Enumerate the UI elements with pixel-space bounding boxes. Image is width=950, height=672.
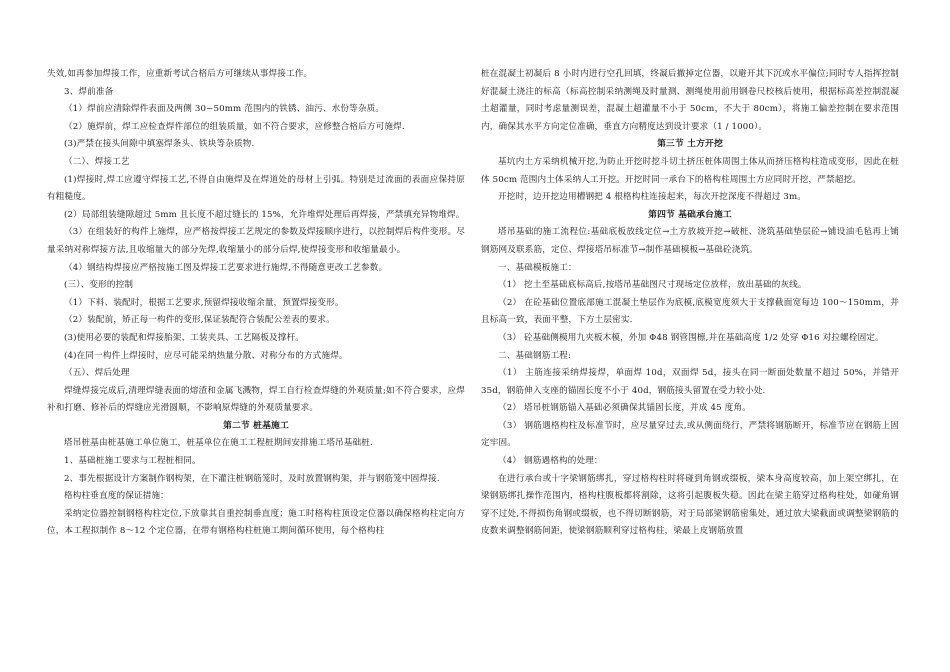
body-paragraph: （1） 主筋连接采纳焊接焊，单面焊 10d，双面焊 5d，接头在同一断面处数量不超过 50%，并错开 35d，钢筋伸入支座的锚固长度不小于 40d，钢筋接头留置在受力较小处.	[481, 368, 899, 396]
left-text-column	[47, 66, 465, 541]
body-paragraph: 在进行承台或十字梁钢筋绑扎，穿过格构柱时将碰到角钢或缀板，梁本身高度较高，加上架空绑扎，在梁钢筋绑扎操作范围内，格构柱腹板都将割除，这将引起腹板失稳。因此在梁主筋穿过格构柱处，如碰角钢穿不过处,不得损伤角钢或缀板，也不得切断钢筋，对于局部梁钢筋密集处，通过放大梁截面或调整梁钢筋的皮数来调整钢筋间距，使梁钢筋顺利穿过格构柱，梁最上皮钢筋放置	[481, 473, 899, 537]
body-paragraph: （2） 在砼基础位置底部施工混凝土垫层作为底模,底模宽度须大于支撑截面宽每边 100～150mm，并且标高一致，表面平整，下方土层密实.	[481, 297, 899, 326]
right-text-column	[481, 66, 899, 541]
body-paragraph: 塔吊基础的施工流程位:基础底板放线定位→土方放坡开挖→破桩、浇筑基础垫层砼→铺设油毛毡再上铺钢筋网及联系筋，定位、焊接塔吊标准节→制作基础模板→基础砼浇筑。	[481, 227, 899, 255]
body-paragraph: （2）装配前，矫正每一构件的变形,保证装配符合装配公差表的要求。	[64, 315, 335, 326]
body-paragraph: （4）钢结构焊接应严格按施工图及焊接工艺要求进行施焊,不得随意更改工艺参数。	[64, 262, 388, 273]
body-paragraph: 3、焊前准备	[64, 86, 114, 97]
body-paragraph: (4)在同一构件上焊接时，应尽可能采纳热量分散、对称分布的方式施焊。	[64, 350, 348, 361]
body-paragraph: (三）、变形的控制	[64, 280, 134, 291]
body-paragraph: 1、基础桩施工要求与工程桩相同。	[64, 456, 201, 467]
body-paragraph: (3)使用必要的装配和焊接胎架、工装夹具、工艺隔板及撑杆。	[64, 332, 304, 343]
body-paragraph: 二、基础钢筋工程:	[498, 350, 571, 361]
body-paragraph: （3） 钢筋遇格构柱及标准节时，应尽量穿过去,或从侧面绕行，严禁将钢筋断开，标准节应在钢筋上固定牢固。	[481, 420, 899, 449]
body-paragraph: （2） 塔吊桩钢筋锚入基础必须确保其锚固长度，并成 45 度角。	[498, 403, 751, 414]
body-paragraph: 失效,如再参加焊接工作，应重新考试合格后方可继续从事焊接工作。	[47, 69, 313, 79]
body-paragraph: （1） 挖土至基础底标高后,按塔吊基础图尺寸现场定位放样，放出基础的灰线。	[498, 280, 807, 291]
body-paragraph: (2）局部组装缝隙超过 5mm 且长度不超过缝长的 15%，允许堆焊处理后再焊接，严禁填充异物堆焊。	[64, 209, 465, 220]
body-paragraph: 格构柱垂直度的保证措施：	[64, 491, 169, 502]
body-paragraph: 塔吊桩基由桩基施工单位施工，桩基单位在施工工程桩期间安排施工塔吊基础桩.	[64, 438, 373, 449]
body-paragraph: 采纳定位器控制钢格构柱定位,下放靠其自重控制垂直度；施工时格构柱顶设定位器以确保格构柱定向方位，本工程拟制作 8～12 个定位器，在带有钢格构柱桩施工期间循环使用，每个格构柱	[47, 508, 465, 537]
body-paragraph: （1）下料、装配时，根据工艺要求,预留焊接收缩余量，预置焊接变形。	[64, 297, 344, 308]
section-heading: 第三节 土方开挖	[657, 139, 723, 150]
section-heading: 第四节 基础承台施工	[648, 209, 732, 220]
body-paragraph: (1)焊接时,焊工应遵守焊接工艺,不得自由施焊及在焊道处的母材上引弧。特别是过流面的表面应保持原有粗糙度。	[47, 174, 465, 203]
body-paragraph: （1）焊前应清除焊件表面及两侧 30~50mm 范围内的铁锈、油污、水份等杂质。	[64, 104, 385, 115]
body-paragraph: （二）、焊接工艺	[64, 156, 130, 167]
body-paragraph: (3)严禁在接头间隙中填塞焊条头、铁块等杂质物.	[64, 139, 255, 150]
body-paragraph: 一、基础模板施工：	[498, 262, 577, 273]
body-paragraph: 桩在混凝土初凝后 8 小时内进行空孔回填，终凝后撤掉定位器，以避开其下沉或水平偏位;同时专人指挥控制好混凝土浇注的标高（标高控制采纳测绳及时量测、测绳使用前用钢卷尺校核后使用，根据标高差控制混凝土超灌量，同时考虑量测误差，混凝土超灌量不小于 50cm，不大于 80cm），将施工偏差控制在要求范围内，确保其水平方向定位准确，垂直方向精度达到设计要求（1 / 1000）。	[481, 69, 899, 132]
body-paragraph: 开挖时，边开挖边用槽钢把 4 根格构柱连接起来，每次开挖深度不得超过 3m。	[498, 192, 806, 203]
body-paragraph: 2、事先根据设计方案制作钢构架，在下灌注桩钢筋笼时，及时放置钢构架，并与钢筋笼中固焊接.	[64, 473, 440, 484]
body-paragraph: （3）在组装好的构件上施焊，应严格按焊接工艺规定的参数及焊接顺序进行，以控制焊后构件变形。尽量采纳对称焊接方法,且收缩量大的部分先焊,收缩量小的部分后焊,使焊接变形和收缩量最小。	[47, 227, 465, 255]
body-paragraph: （五）、焊后处理	[64, 368, 130, 379]
section-heading: 第二节 桩基施工	[223, 420, 289, 431]
body-paragraph: （2）施焊前，焊工应检查焊件部位的组装质量，如不符合要求，应修整合格后方可施焊.	[64, 121, 405, 132]
body-paragraph: （3） 砼基础侧模用九夹板木模，外加 Φ48 钢管围檩,并在基础高度 1/2 处穿 Φ16 对拉螺栓固定。	[498, 332, 884, 343]
body-paragraph: （4） 钢筋遇格构的处理：	[498, 456, 603, 467]
body-paragraph: 焊缝焊接完成后,清理焊缝表面的熔渣和金属飞溅物，焊工自行检查焊缝的外观质量;如不符合要求，应焊补和打磨、修补后的焊缝应光滑圆顺，不影响原焊缝的外观质量要求。	[47, 385, 465, 414]
body-paragraph: 基坑内土方采纳机械开挖,为防止开挖时挖斗切土挤压桩体周围土体从而挤压格构柱造成变形，因此在桩体 50cm 范围内土体采纳人工开挖。开挖时同一承台下的格构柱周围土方应同时开挖，严禁超挖。	[481, 156, 899, 185]
